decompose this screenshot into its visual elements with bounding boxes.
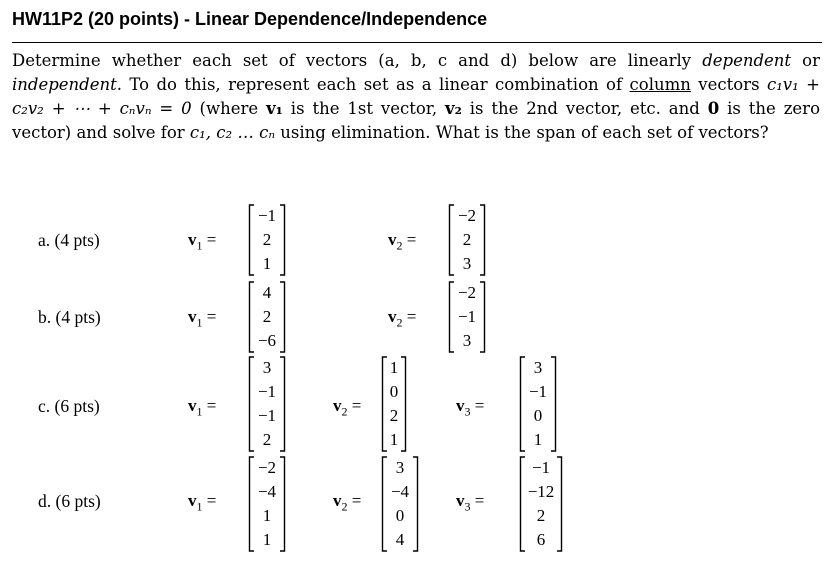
vector-entry: 1: [262, 254, 272, 273]
coefficients-symbol: c₁, c₂ … cₙ: [189, 123, 276, 142]
vector-symbol: v: [333, 396, 342, 415]
vector-entry: 1: [262, 530, 272, 549]
column-vector: [519, 456, 563, 552]
vector-name: [188, 396, 217, 419]
column-vector: [248, 356, 286, 452]
column-vector: [248, 456, 286, 552]
problem-label: b. (4 pts): [38, 307, 101, 327]
vector-entry: 1: [389, 358, 399, 377]
equals-sign: =: [202, 307, 217, 326]
vector-symbol: v: [333, 491, 342, 510]
intro-text: or: [791, 51, 820, 70]
word-independent: independent.: [12, 75, 123, 94]
equals-sign: =: [347, 396, 362, 415]
vector-name: [333, 491, 362, 514]
intro-text: vectors: [690, 75, 767, 94]
vector-entry: 1: [262, 506, 272, 525]
column-vector: [381, 356, 407, 452]
vector-entry: −6: [257, 331, 277, 350]
vector-entry: 6: [536, 530, 546, 549]
vector-index: 1: [196, 238, 203, 253]
title-divider: [12, 42, 822, 43]
intro-text: is the 2nd vector, etc. and: [461, 99, 708, 118]
vector-index: 2: [396, 315, 403, 330]
vector-entry: −1: [257, 206, 277, 225]
vector-index: 2: [396, 238, 403, 253]
equals-sign: =: [470, 491, 485, 510]
vector-index: 1: [196, 404, 203, 419]
vector-entry: 2: [262, 230, 272, 249]
vector-entry: −12: [527, 482, 555, 501]
vector-name: [333, 396, 362, 419]
vector-name: [388, 230, 417, 253]
vector-entry: 2: [462, 230, 472, 249]
vector-symbol: v: [388, 230, 397, 249]
vector-entry: 3: [262, 358, 272, 377]
vector-entry: −1: [257, 406, 277, 425]
vector-name: [456, 491, 485, 514]
page-title: HW11P2 (20 points) - Linear Dependence/Independence: [12, 9, 488, 29]
column-vector: [381, 456, 419, 552]
vector-entry: −1: [457, 307, 477, 326]
vector-symbol: v: [188, 307, 197, 326]
vector-symbol: v: [188, 230, 197, 249]
vector-entry: 4: [262, 283, 272, 302]
column-vector: [519, 356, 557, 452]
vector-symbol: v: [188, 491, 197, 510]
intro-text: (where: [191, 99, 267, 118]
vector-entry: 3: [462, 331, 472, 350]
vector-entry: 0: [389, 382, 399, 401]
word-column: column: [629, 75, 691, 94]
intro-text: To do this, represent each set as a linear combination of: [122, 75, 630, 94]
vector-entry: −2: [457, 206, 477, 225]
vector-entry: 3: [395, 458, 405, 477]
vector-index: 1: [196, 315, 203, 330]
vector-entry: −1: [528, 382, 548, 401]
vector-entry: −1: [531, 458, 551, 477]
vector-entry: 0: [533, 406, 543, 425]
vector-entry: 4: [395, 530, 405, 549]
vector-symbol: v: [456, 491, 465, 510]
vector-name: [388, 307, 417, 330]
vector-index: 3: [464, 499, 471, 514]
problem-label: a. (4 pts): [38, 230, 100, 250]
vector-name: [188, 230, 217, 253]
vector-index: 3: [464, 404, 471, 419]
equals-sign: =: [402, 230, 417, 249]
problem-label: c. (6 pts): [38, 396, 100, 416]
vector-entry: 1: [389, 430, 399, 449]
equals-sign: =: [202, 491, 217, 510]
zero-vector-symbol: 0: [707, 99, 720, 118]
vector-entry: −1: [257, 382, 277, 401]
equals-sign: =: [347, 491, 362, 510]
equals-sign: =: [470, 396, 485, 415]
vector-entry: 2: [389, 406, 399, 425]
word-dependent: dependent: [702, 51, 792, 70]
vector-index: 2: [341, 499, 348, 514]
vector-symbol: v: [456, 396, 465, 415]
problem-label: d. (6 pts): [38, 491, 101, 511]
vector-symbol: v: [388, 307, 397, 326]
vector-entry: −4: [257, 482, 277, 501]
intro-text: is the zero vector) and solve for: [12, 99, 820, 142]
v2-symbol: v₂: [445, 99, 462, 118]
vector-entry: 3: [462, 254, 472, 273]
v1-symbol: v₁: [266, 99, 283, 118]
column-vector: [448, 281, 486, 353]
column-vector: [248, 204, 286, 276]
vector-name: [456, 396, 485, 419]
linear-combination-equation: c₁v₁ + c₂v₂ + ⋯ + cₙvₙ = 0: [12, 75, 820, 118]
equals-sign: =: [202, 396, 217, 415]
column-vector: [248, 281, 286, 353]
column-vector: [448, 204, 486, 276]
vector-entry: 0: [395, 506, 405, 525]
vector-entry: 2: [536, 506, 546, 525]
vector-entry: 2: [262, 430, 272, 449]
vector-entry: 3: [533, 358, 543, 377]
intro-text: Determine whether each set of vectors (a, b, c and d) below are linearly: [12, 51, 703, 70]
intro-text: is the 1st vector,: [282, 99, 445, 118]
vector-name: [188, 491, 217, 514]
vector-entry: 2: [262, 307, 272, 326]
equals-sign: =: [402, 307, 417, 326]
vector-index: 2: [341, 404, 348, 419]
vector-entry: −2: [457, 283, 477, 302]
vector-entry: −4: [390, 482, 410, 501]
vector-name: [188, 307, 217, 330]
vector-entry: −2: [257, 458, 277, 477]
vector-index: 1: [196, 499, 203, 514]
equals-sign: =: [202, 230, 217, 249]
intro-text: using elimination. What is the span of each set of vectors?: [275, 123, 769, 142]
vector-symbol: v: [188, 396, 197, 415]
vector-entry: 1: [533, 430, 543, 449]
problem-instructions: [12, 49, 820, 145]
